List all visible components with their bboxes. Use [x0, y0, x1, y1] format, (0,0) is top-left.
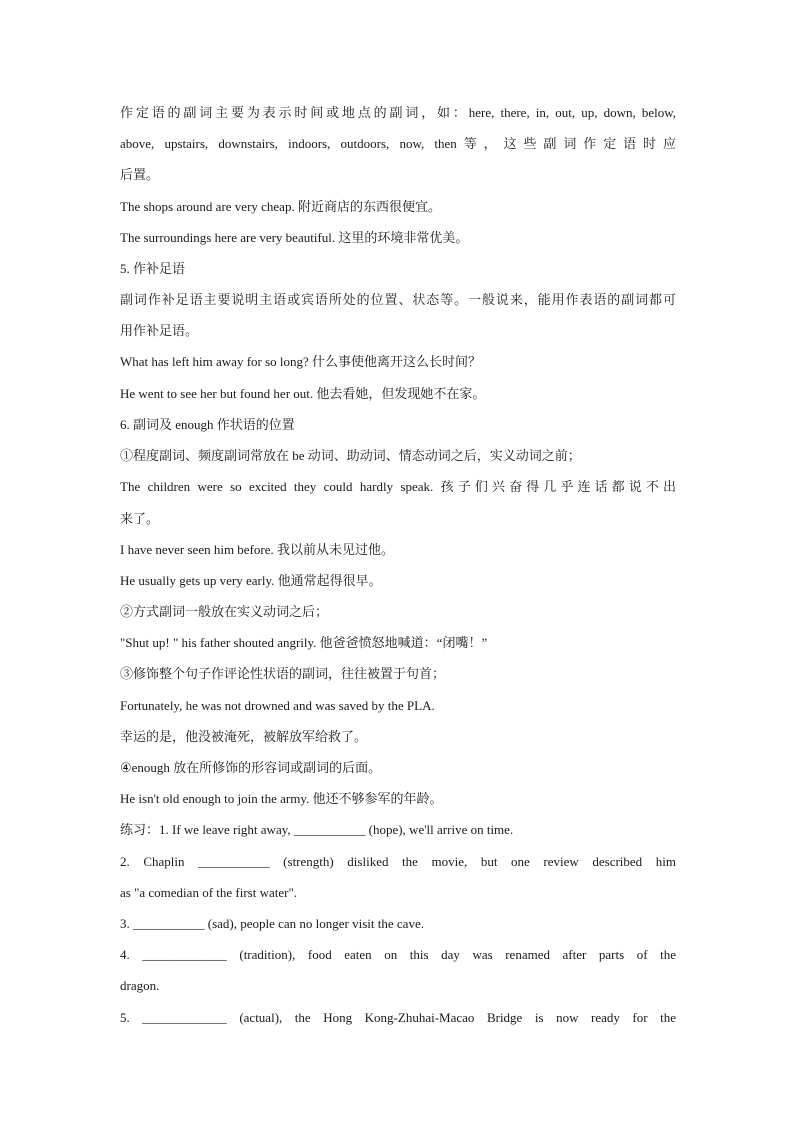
exercise-item: 2. Chaplin ___________ (strength) disliked the movie, but one review described him — [120, 854, 676, 869]
exercise-item: 5. _____________ (actual), the Hong Kong-Zhuhai-Macao Bridge is now ready for the — [120, 1010, 676, 1025]
section-heading: 6. 副词及 enough 作状语的位置 — [120, 417, 295, 432]
example-sentence: He went to see her but found her out. 他去看她，但发现她不在家。 — [120, 386, 486, 401]
text-line: 后置。 — [120, 167, 160, 182]
rule-item: ①程度副词、频度副词常放在 be 动词、助动词、情态动词之后，实义动词之前； — [120, 448, 581, 463]
rule-item: ③修饰整个句子作评论性状语的副词，往往被置于句首； — [120, 666, 446, 681]
text-line: 用作补足语。 — [120, 323, 199, 338]
example-sentence: Fortunately, he was not drowned and was saved by the PLA. — [120, 698, 435, 713]
exercise-item: 练习：1. If we leave right away, ___________ (hope), we'll arrive on time. — [120, 822, 514, 837]
text-line: 作定语的副词主要为表示时间或地点的副词，如：here, there, in, out, up, down, below, — [120, 105, 676, 120]
exercise-item: dragon. — [120, 978, 160, 993]
exercise-item: as "a comedian of the first water". — [120, 885, 298, 900]
text-line: 副词作补足语主要说明主语或宾语所处的位置、状态等。一般说来，能用作表语的副词都可 — [120, 292, 676, 307]
example-sentence: 幸运的是，他没被淹死，被解放军给救了。 — [120, 729, 368, 744]
example-sentence: The surroundings here are very beautiful. 这里的环境非常优美。 — [120, 230, 469, 245]
example-sentence: He usually gets up very early. 他通常起得很早。 — [120, 573, 382, 588]
text-line: above, upstairs, downstairs, indoors, outdoors, now, then等，这些副词作定语时应 — [120, 136, 676, 151]
rule-item: ④enough 放在所修饰的形容词或副词的后面。 — [120, 760, 382, 775]
example-sentence: "Shut up! " his father shouted angrily. 他爸爸愤怒地喊道：“闭嘴！” — [120, 635, 488, 650]
exercise-item: 3. ___________ (sad), people can no longer visit the cave. — [120, 916, 424, 931]
example-sentence: What has left him away for so long? 什么事使他离开这么长时间？ — [120, 354, 482, 369]
rule-item: ②方式副词一般放在实义动词之后； — [120, 604, 329, 619]
example-sentence: The children were so excited they could hardly speak. 孩子们兴奋得几乎连话都说不出 — [120, 479, 676, 494]
example-sentence: I have never seen him before. 我以前从未见过他。 — [120, 542, 395, 557]
exercise-item: 4. _____________ (tradition), food eaten on this day was renamed after parts of the — [120, 947, 676, 962]
example-sentence: The shops around are very cheap. 附近商店的东西很便宜。 — [120, 199, 441, 214]
section-heading: 5. 作补足语 — [120, 261, 186, 276]
example-sentence: 来了。 — [120, 511, 160, 526]
example-sentence: He isn't old enough to join the army. 他还不够参军的年龄。 — [120, 791, 443, 806]
